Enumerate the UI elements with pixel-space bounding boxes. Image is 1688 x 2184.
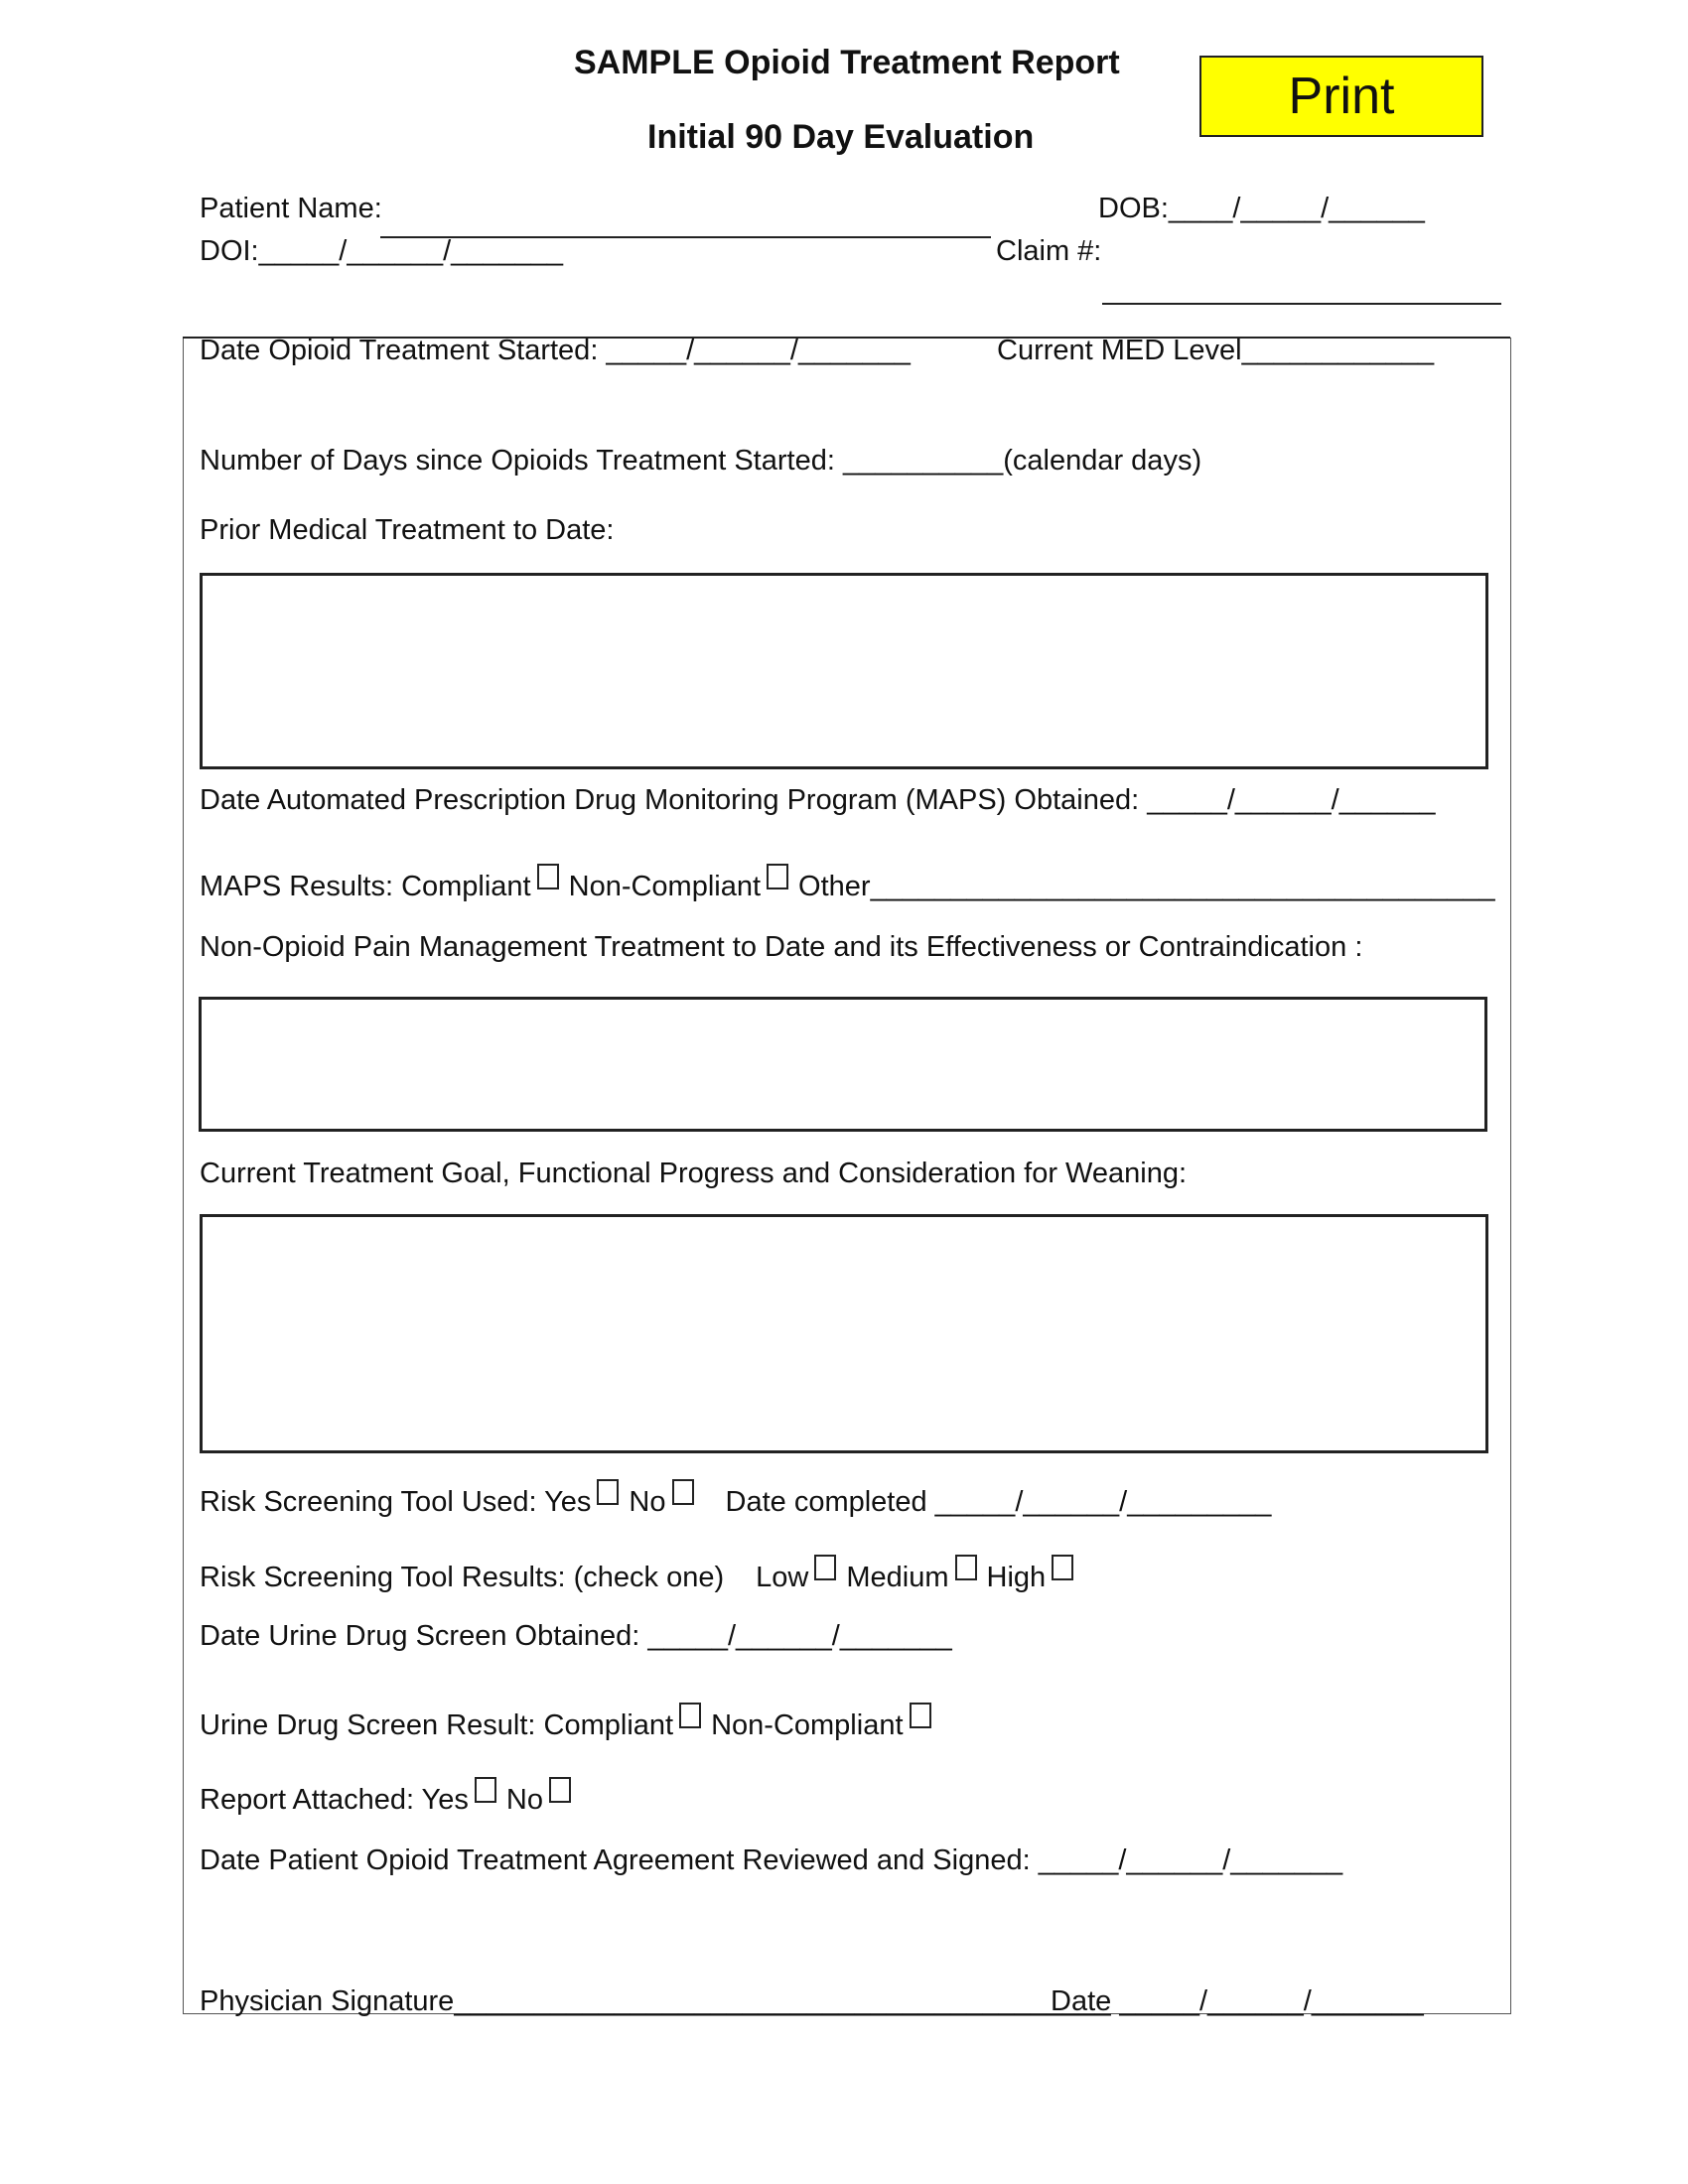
treatment-goal-label: Current Treatment Goal, Functional Progress and Consideration for Weaning: xyxy=(200,1158,1188,1189)
maps-date-field[interactable]: Date Automated Prescription Drug Monitoring Program (MAPS) Obtained: _____/______/______ xyxy=(200,784,1436,816)
page-title: SAMPLE Opioid Treatment Report xyxy=(574,44,1120,81)
patient-name-label: Patient Name: xyxy=(200,193,382,224)
days-since-field[interactable]: Number of Days since Opioids Treatment Started: __________(calendar days) xyxy=(200,445,1202,477)
doi-field[interactable]: DOI:_____/______/_______ xyxy=(200,235,564,267)
print-button[interactable]: Print xyxy=(1199,56,1483,137)
maps-compliant-label: Compliant xyxy=(401,871,531,902)
signature-date-field[interactable]: Date _____/______/_______ xyxy=(1051,1985,1424,2017)
agreement-date-field[interactable]: Date Patient Opioid Treatment Agreement Reviewed and Signed: _____/______/_______ xyxy=(200,1844,1343,1876)
report-attached-label: Report Attached: Yes xyxy=(200,1784,469,1816)
maps-results-row xyxy=(200,864,1495,901)
risk-tool-yes-checkbox[interactable] xyxy=(597,1479,619,1505)
risk-low-label: Low xyxy=(756,1562,809,1593)
risk-results-label: Risk Screening Tool Results: (check one) xyxy=(200,1562,725,1593)
report-attached-no-label: No xyxy=(505,1784,543,1816)
opioid-start-date-field[interactable]: Date Opioid Treatment Started: _____/______/_______ xyxy=(200,335,911,366)
claim-label: Claim #: xyxy=(996,235,1102,267)
urine-result-row xyxy=(200,1703,941,1740)
risk-tool-used-label: Risk Screening Tool Used: Yes xyxy=(200,1486,592,1518)
risk-low-checkbox[interactable] xyxy=(814,1555,836,1580)
urine-date-field[interactable]: Date Urine Drug Screen Obtained: _____/______/_______ xyxy=(200,1620,952,1652)
risk-tool-no-checkbox[interactable] xyxy=(672,1479,694,1505)
urine-result-label: Urine Drug Screen Result: Compliant xyxy=(200,1709,674,1741)
maps-other-field[interactable]: Other_______________________________________ xyxy=(798,871,1495,902)
physician-signature-field[interactable]: Physician Signature_________________________________________ xyxy=(200,1985,1111,2017)
report-attached-yes-checkbox[interactable] xyxy=(475,1777,496,1803)
urine-compliant-checkbox[interactable] xyxy=(679,1703,701,1728)
prior-treatment-textbox[interactable] xyxy=(200,573,1488,769)
risk-high-label: High xyxy=(986,1562,1047,1593)
risk-high-checkbox[interactable] xyxy=(1052,1555,1073,1580)
risk-results-row xyxy=(200,1555,1083,1592)
report-attached-row xyxy=(200,1777,581,1815)
risk-medium-label: Medium xyxy=(846,1562,949,1593)
maps-noncompliant-checkbox[interactable] xyxy=(767,864,788,889)
page-subtitle: Initial 90 Day Evaluation xyxy=(647,118,1035,156)
maps-compliant-checkbox[interactable] xyxy=(537,864,559,889)
report-attached-no-checkbox[interactable] xyxy=(549,1777,571,1803)
risk-date-completed-field[interactable]: Date completed _____/______/_________ xyxy=(725,1486,1272,1518)
non-opioid-label: Non-Opioid Pain Management Treatment to Date and its Effectiveness or Contraindication : xyxy=(200,931,1363,963)
maps-noncompliant-label: Non-Compliant xyxy=(568,871,762,902)
urine-noncompliant-label: Non-Compliant xyxy=(711,1709,904,1741)
dob-field[interactable]: DOB:____/_____/______ xyxy=(1098,193,1425,224)
urine-noncompliant-checkbox[interactable] xyxy=(910,1703,931,1728)
prior-treatment-label: Prior Medical Treatment to Date: xyxy=(200,514,615,546)
claim-number-field[interactable] xyxy=(1102,303,1501,305)
treatment-goal-textbox[interactable] xyxy=(200,1214,1488,1453)
risk-tool-used-row xyxy=(200,1479,1271,1517)
non-opioid-textbox[interactable] xyxy=(199,997,1487,1132)
maps-results-label: MAPS Results: xyxy=(200,871,393,902)
risk-medium-checkbox[interactable] xyxy=(955,1555,977,1580)
med-level-field[interactable]: Current MED Level____________ xyxy=(997,335,1435,366)
risk-tool-no-label: No xyxy=(629,1486,666,1518)
